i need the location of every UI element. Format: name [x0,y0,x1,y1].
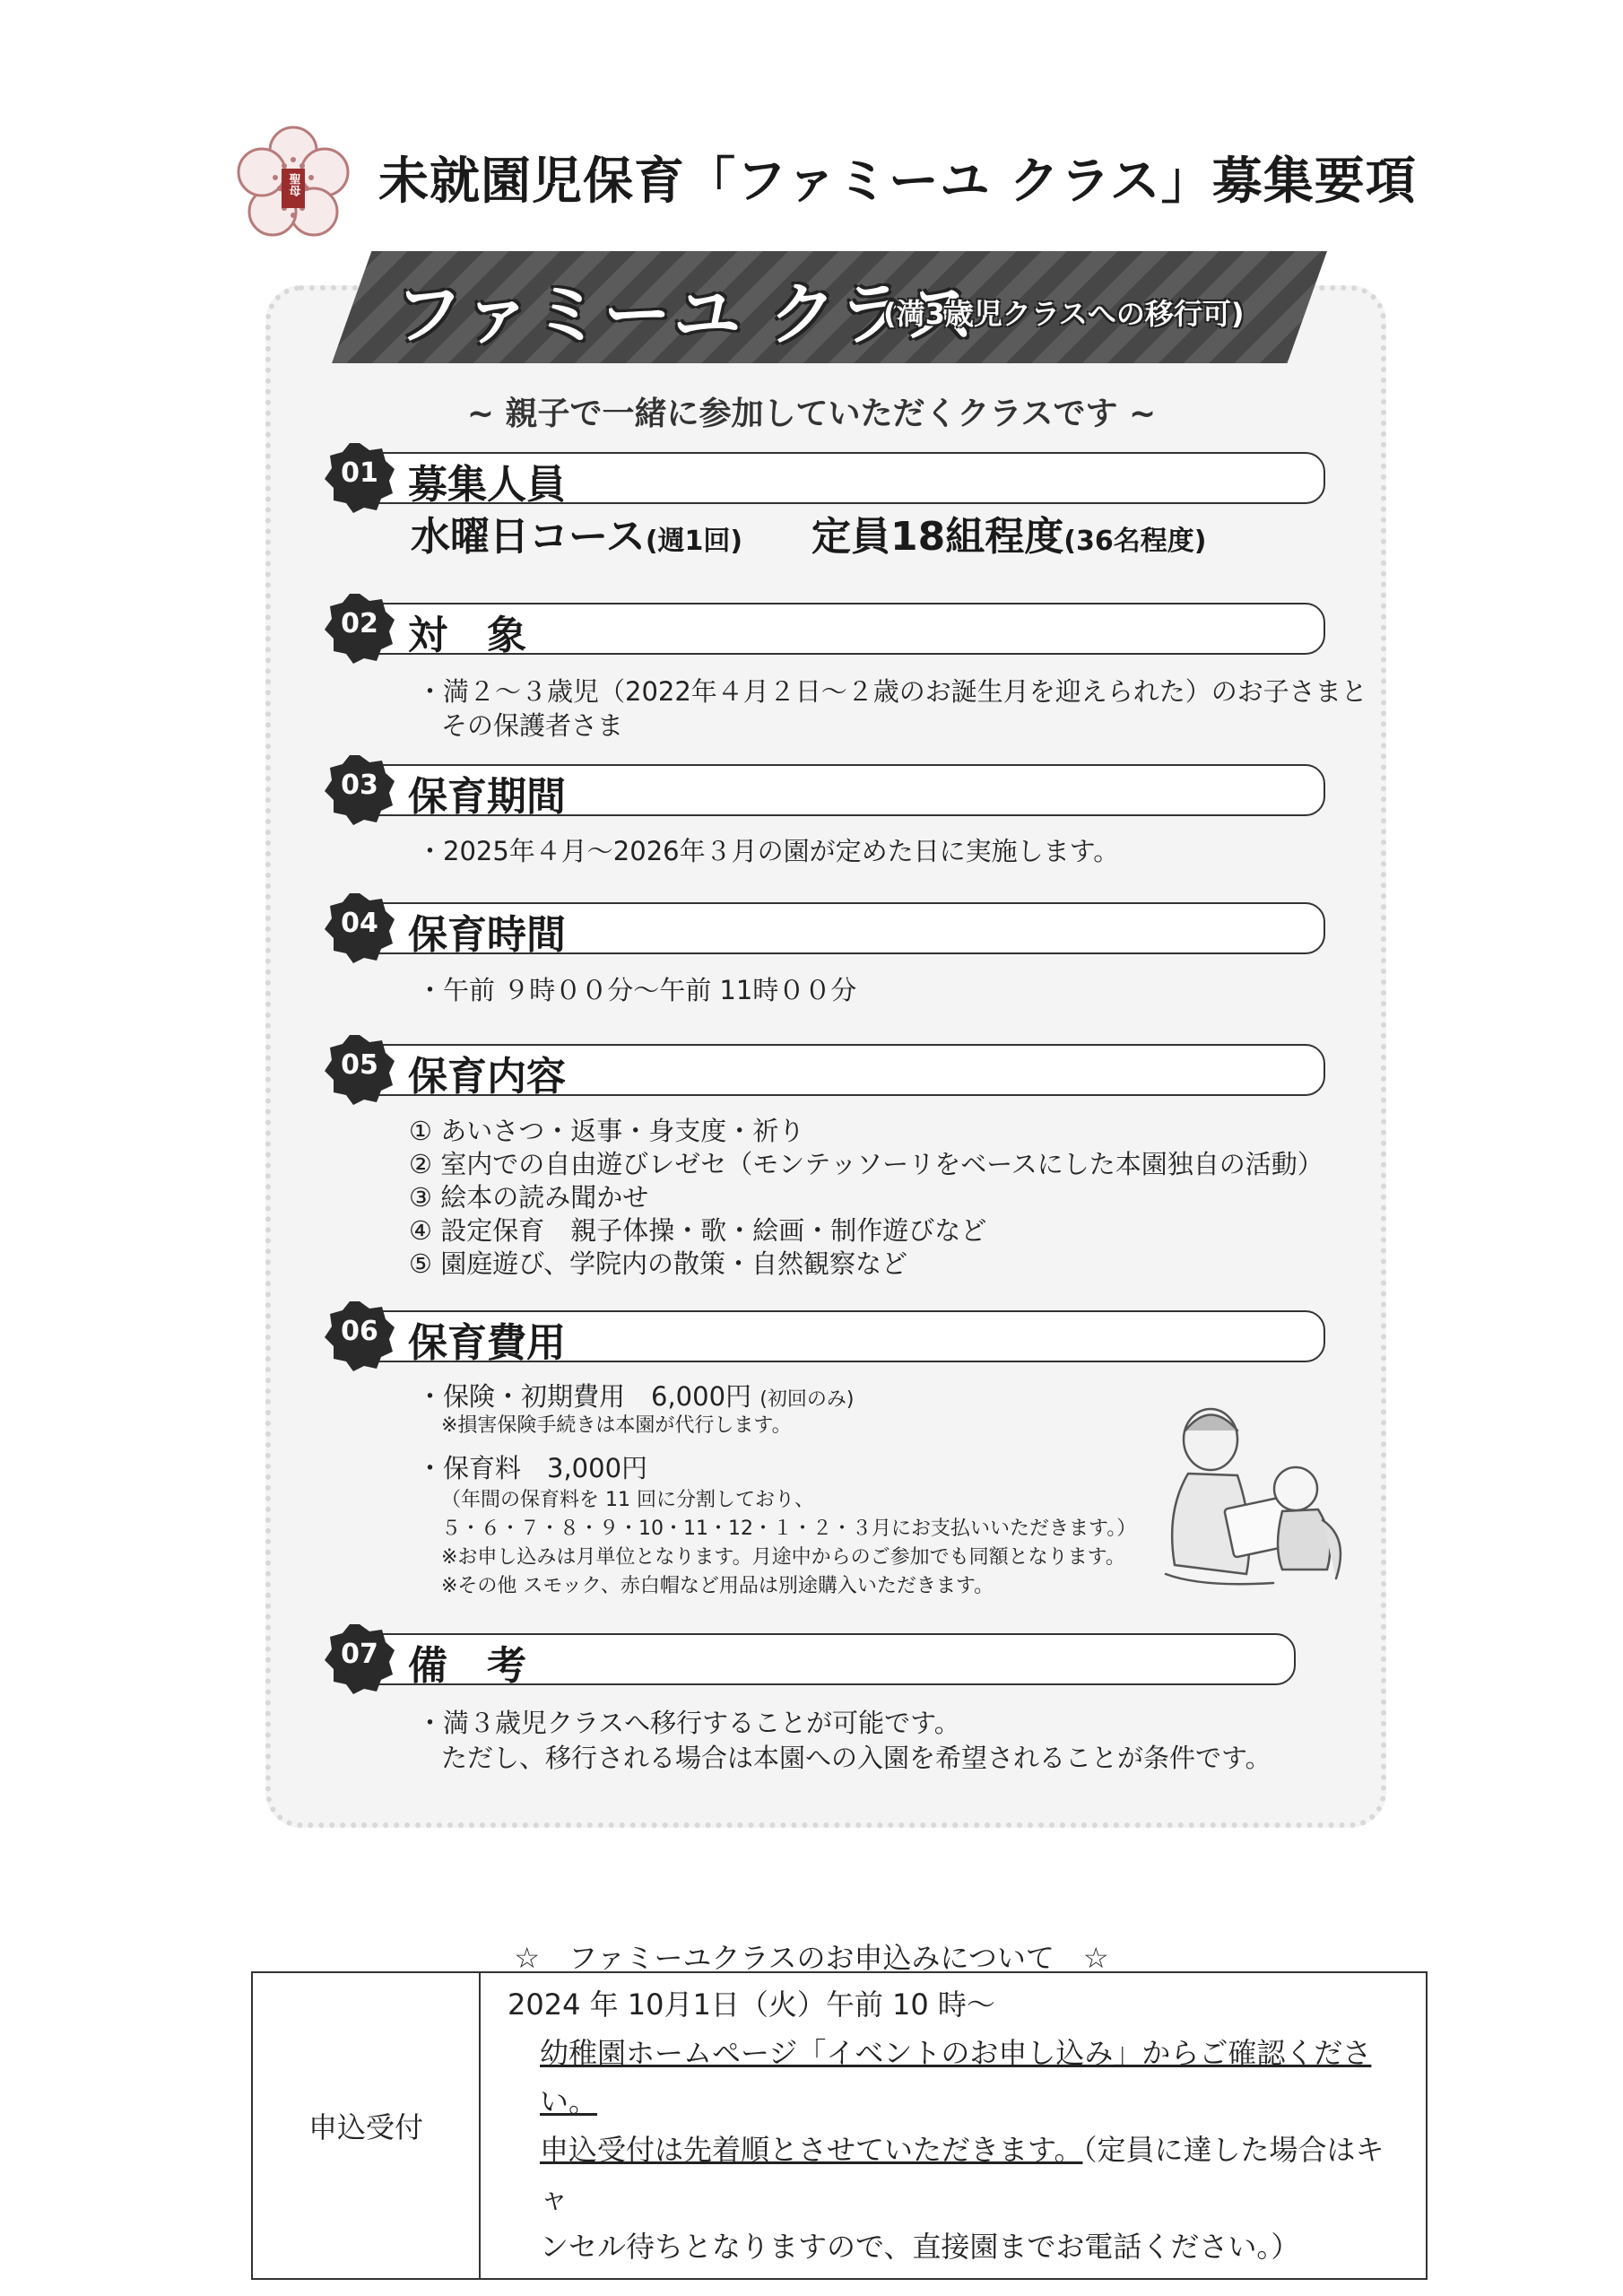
application-line-2-rest: （定員に達した場合はキャ [540,2133,1384,2215]
fee-tuition-line-2: ５・６・７・８・９・10・11・12・１・２・３月にお支払いいただきます。） [441,1518,1137,1540]
application-label: 申込受付 [252,1972,480,2279]
section-title: 保育費用 [408,1320,566,1366]
application-line-3: ンセル待ちとなりますので、直接園までお電話ください。） [540,2230,1300,2264]
section-title: 備 考 [408,1643,526,1689]
application-line-2 [540,2126,1411,2222]
period-text: ・2025年４月～2026年３月の園が定めた日に実施します。 [417,836,1120,866]
parent-child-illustration-icon [1148,1404,1350,1596]
content-item-1: ① あいさつ・返事・身支度・祈り [409,1116,805,1146]
fee-tuition-line-4: ※その他 スモック、赤白帽など用品は別途購入いただきます。 [441,1575,994,1597]
section-header-01 [323,447,1325,509]
section-number: 07 [341,1639,378,1670]
section-header-05 [323,1039,1325,1101]
section-number: 03 [341,770,378,801]
section-number: 06 [341,1316,378,1347]
remarks-line-2: ただし、移行される場合は本園への入園を希望されることが条件です。 [441,1743,1271,1773]
course-name: 水曜日コース [411,514,646,560]
application-details [508,2029,1411,2271]
application-line-1: 幼稚園ホームページ「イベントのお申し込み」からご確認ください。 [540,2036,1372,2118]
page-header [235,126,1419,242]
application-date: 2024 年 10月1日（火）午前 10 時～ [508,1987,995,2022]
fee-tuition-line-1: （年間の保育料を 11 回に分割しており、 [441,1489,814,1511]
fee-initial-sub: ※損害保険手続きは本園が代行します。 [441,1414,792,1437]
fee-initial-note: (初回のみ) [759,1388,855,1411]
course-note: (週1回) [645,526,743,557]
page-title: 未就園児保育「ファミーユ クラス」募集要項 [378,152,1417,211]
banner-title: ファミーユ クラス [395,274,976,354]
content-item-4: ④ 設定保育 親子体操・歌・絵画・制作遊びなど [409,1215,987,1246]
fee-tuition-line-3: ※お申し込みは月単位となります。月途中からのご参加でも同額となります。 [441,1546,1125,1569]
fee-initial [417,1379,854,1414]
section-title: 募集人員 [408,462,566,508]
recruit-course [411,514,743,560]
tagline: ~ 親子で一緒に参加していただくクラスです ~ [466,396,1157,432]
application-table [251,1971,1428,2280]
section-header-02 [323,597,1325,660]
recruit-capacity [812,514,1207,560]
application-heading: ☆ ファミーユクラスのお申込みについて ☆ [514,1941,1109,1975]
target-line-2: その保護者さま [441,710,624,741]
section-header-07 [323,1628,1296,1691]
section-number: 01 [341,457,378,489]
section-title: 保育内容 [408,1054,566,1100]
target-line-1: ・満２～３歳児（2022年４月２日～２歳のお誕生月を迎えられた）のお子さまと [417,676,1367,707]
section-number: 02 [341,608,378,639]
remarks-line-1: ・満３歳児クラスへ移行することが可能です。 [417,1708,960,1738]
logo-text: 聖母 [286,173,300,196]
section-number: 05 [341,1049,378,1081]
capacity-note: (36名程度) [1063,526,1207,557]
flower-logo-icon [235,126,352,242]
section-header-06 [323,1305,1325,1368]
capacity-value: 定員18組程度 [812,514,1064,560]
content-item-3: ③ 絵本の読み聞かせ [409,1182,649,1213]
fee-initial-amount: ・保険・初期費用 6,000円 [417,1381,752,1412]
hours-text: ・午前 ９時００分～午前 11時００分 [417,975,857,1005]
content-item-2: ② 室内での自由遊びレゼセ（モンテッソーリをベースにした本園独自の活動） [409,1149,1324,1179]
section-title: 保育時間 [408,912,566,958]
content-item-5: ⑤ 園庭遊び、学院内の散策・自然観察など [409,1248,908,1279]
section-header-03 [323,759,1325,822]
application-content [480,1972,1427,2279]
fee-tuition: ・保育料 3,000円 [417,1453,648,1483]
application-line-2-underlined: 申込受付は先着順とさせていただきます。 [540,2133,1083,2167]
section-title: 保育期間 [408,774,566,820]
banner-subtitle: (満3歳児クラスへの移行可) [883,297,1245,331]
section-number: 04 [341,908,378,939]
section-header-04 [323,897,1325,960]
section-title: 対 象 [408,613,526,658]
